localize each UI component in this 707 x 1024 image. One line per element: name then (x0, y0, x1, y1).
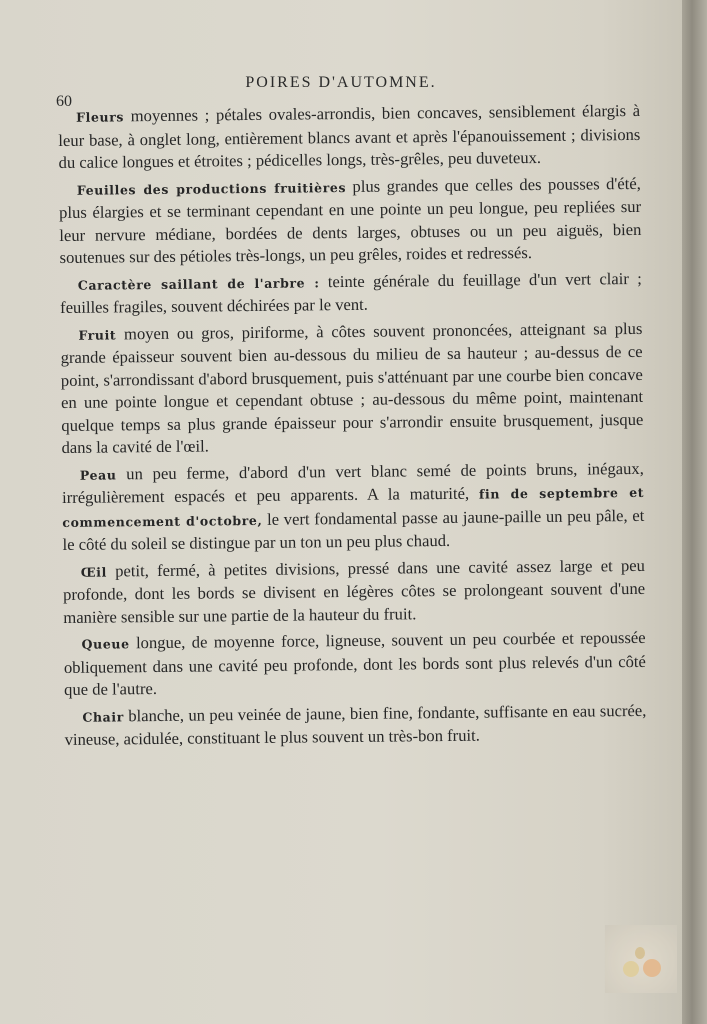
book-binding-edge (682, 0, 707, 1024)
paragraph-feuilles (59, 172, 642, 269)
running-title: POIRES D'AUTOMNE. (245, 74, 437, 91)
paragraph-lead: Caractère saillant de l'arbre : (77, 274, 320, 293)
paragraph-lead: Fleurs (76, 109, 125, 125)
paragraph-lead: Chair (82, 708, 124, 725)
paragraph-queue (64, 627, 647, 702)
paragraph-inline-lead: fin de septembre et commencement d'octobre, (62, 484, 645, 530)
paragraph-chair (64, 699, 646, 751)
page-number: 60 (56, 93, 72, 110)
page-body (58, 100, 647, 756)
paragraph-text: blanche, un peu veinée de jaune, bien fine, fondante, suffisante en eau sucrée, vineuse, acidulée, constituant le plus souvent un très-bon fruit. (64, 700, 647, 749)
paragraph-text-continued: le vert fondamental passe au jaune-paille un peu pâle, et le côté du soleil se distingue par un ton un peu plus chaud. (62, 505, 645, 554)
paragraph-peau (62, 457, 645, 556)
paragraph-fruit (60, 317, 643, 459)
paragraph-lead: Peau (79, 466, 117, 483)
fruit-stamp-image (605, 925, 677, 993)
paragraph-text: longue, de moyenne force, ligneuse, souvent un peu courbée et repoussée obliquement dans une cavité peu profonde, dont les bords sont plus relevés d'un côté que de l'autre. (63, 627, 646, 699)
paragraph-lead: Fruit (78, 326, 117, 343)
paragraph-caractere (60, 267, 642, 319)
paragraph-text: plus grandes que celles des pousses d'été, plus élargies et se terminant cependant en une pointe un peu longue, peu repliées sur leur nervure médiane, bordées de dents larges, obtuses ou un peu aiguës, bien soutenues sur des pétioles très-longs, un peu grêles, roides et redressés. (59, 173, 642, 267)
paragraph-fleurs (58, 100, 641, 175)
paragraph-text: teinte générale du feuillage d'un vert clair ; feuilles fragiles, souvent déchirées par le vent. (60, 268, 642, 317)
paragraph-lead: Feuilles des productions fruitières (76, 179, 347, 198)
paragraph-text: moyen ou gros, piriforme, à côtes souvent prononcées, atteignant sa plus grande épaisseur souvent bien au-dessous du milieu de sa hauteur ; au-dessus de ce point, s'arrondissant d'abord brusquement, puis s'atténuant par une courbe bien concave en une pointe longue et cependant obtuse ; au-dessous du même point, maintenant quelque temps sa plus grande épaisseur pour s'arrondir ensuite brusquement, jusque dans la cavité de l'œil. (60, 318, 644, 457)
paragraph-lead: Œil (80, 564, 108, 580)
paragraph-lead: Queue (81, 636, 130, 652)
paragraph-text: petit, fermé, à petites divisions, pressé dans une cavité assez large et peu profonde, dont les bords se divisent en légères côtes se prolongeant souvent d'une manière sensible sur une partie de la hauteur du fruit. (63, 555, 646, 627)
paragraph-text: moyennes ; pétales ovales-arrondis, bien concaves, sensiblement élargis à leur base, à onglet long, entièrement blancs avant et après l'épanouissement ; divisions du calice longues et étroites ; pédicelles longs, très-grêles, peu duveteux. (58, 100, 641, 172)
paragraph-text: un peu ferme, d'abord d'un vert blanc semé de points bruns, inégaux, irrégulièrement espacés et peu apparents. A la maturité, (62, 458, 644, 507)
paragraph-oeil (63, 554, 646, 629)
